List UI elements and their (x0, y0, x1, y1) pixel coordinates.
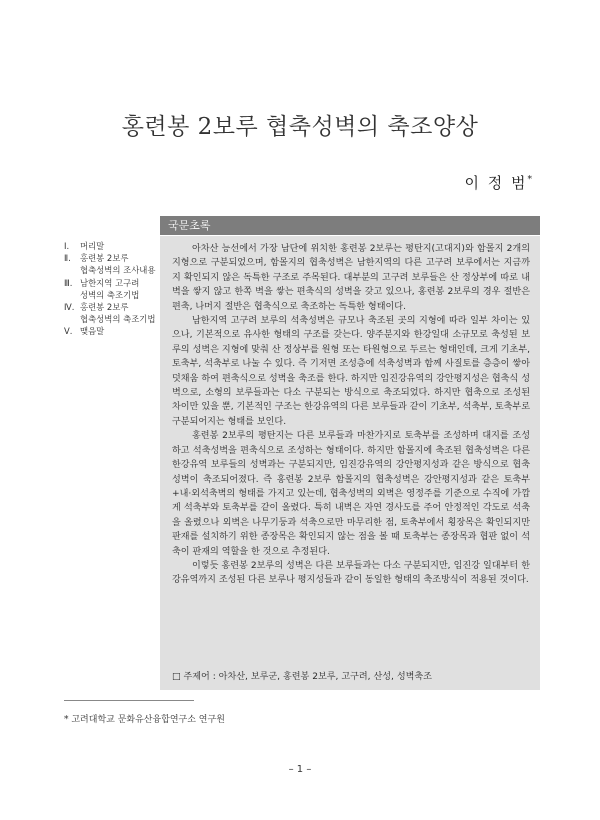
abstract-paragraph: 남한지역 고구려 보루의 석축성벽은 규모나 축조된 곳의 지형에 따라 일부 차이는 있으나, 기본적으로 유사한 형태의 구조를 갖는다. 양주분지와 한강일대 소규모로 축성된 보루의 성벽은 지형에 맞춰 산 정상부를 원형 또는 타원형으로 두르는 형태인데, 크게 기초부, 토축부, 석축부로 나눌 수 있다. 즉 기저면 조성층에 석축성벽과 함께 사질토를 층층이 쌓아 덧채움 하여 편축식으로 성벽을 축조를 한다. 하지만 임진강유역의 강안평지성은 협축식 성벽으로, 소형의 보루들과는 다소 구분되는 방식으로 축조되었다. 하지만 협축으로 조성된 차이만 있을 뿐, 기본적인 구조는 한강유역의 다른 보루들과 같이 기초부, 석축부, 토축부로 구분되어지는 형태를 보인다. (172, 316, 530, 427)
abstract-paragraph: 아차산 능선에서 가장 남단에 위치한 홍련봉 2보루는 평탄지(고대지)와 함몰지 2개의 지형으로 구분되었으며, 함몰지의 협축성벽은 남한지역의 다른 고구려 보루에서는 지금까지 확인되지 않은 독특한 구조로 주목된다. 대부분의 고구려 보루들은 산 정상부에 따로 내벽을 쌓지 않고 한쪽 벽을 쌓는 편축식의 성벽을 갖고 있으나, 홍련봉 2보루의 경우 절반은 편축, 나머지 절반은 협축식으로 축조하는 독특한 형태이다. (172, 244, 530, 312)
toc-num: Ⅳ. (64, 302, 75, 313)
toc-item-5[interactable] (64, 325, 159, 337)
toc-item-3-cont (64, 289, 159, 301)
toc-label: 홍련봉 2보루 (80, 253, 129, 264)
toc-num: Ⅱ. (64, 253, 71, 264)
abstract-paragraph: 이렇듯 홍련봉 2보루의 성벽은 다른 보루들과는 다소 구분되지만, 임진강 일대부터 한강유역까지 조성된 다른 보루나 평지성들과 같이 동일한 형태의 축조방식이 적용된 것이다. (172, 560, 530, 586)
toc-num: Ⅴ. (64, 326, 73, 337)
toc-item-2[interactable] (64, 252, 159, 264)
abstract-paragraph: 홍련봉 2보루의 평탄지는 다른 보루들과 마찬가지로 토축부를 조성하며 대지를 조성하고 석축성벽을 편축식으로 조성하는 형태이다. 하지만 함몰지에 축조된 협축성벽은 다른 한강유역 보루들의 성벽과는 구분되지만, 임진강유역의 강안평지성과 같은 방식으로 협축성벽이 축조되어졌다. 즉 홍련봉 2보루 함몰지의 협축성벽은 강안평지성과 같은 토축부+내·외석축벽의 형태를 가지고 있는데, 협축성벽의 외벽은 영정주를 기준으로 수직에 가깝게 석축부와 토축부를 같이 올렸다. 특히 내벽은 자연 경사도를 주어 안정적인 각도로 석축을 올렸으나 외벽은 나무기둥과 석축으로만 마무리한 점, 토축부에서 횡장목은 확인되지만 판재를 설치하기 위한 종장목은 확인되지 않는 점을 볼 때 토축부는 종장목과 협판 없이 석축이 판재의 역할을 한 것으로 추정된다. (172, 431, 530, 557)
toc-item-4[interactable] (64, 301, 159, 313)
abstract-heading: 국문초록 (160, 216, 540, 235)
toc-label: 머리말 (80, 241, 105, 251)
toc-item-4-cont (64, 313, 159, 325)
author-footnote: * 고려대학교 문화유산융합연구소 연구원 (64, 715, 225, 725)
table-of-contents (64, 240, 159, 338)
toc-label: 홍련봉 2보루 (80, 302, 129, 313)
toc-label: 맺음말 (80, 326, 105, 337)
page-number: – 1 – (288, 764, 312, 775)
abstract-box (160, 236, 540, 690)
footnote-divider (64, 700, 194, 701)
paper-title: 홍련봉 2보루 협축성벽의 축조양상 (121, 114, 479, 140)
toc-label: 남한지역 고구려 (80, 277, 140, 288)
toc-num: Ⅰ. (64, 241, 70, 251)
toc-label: 성벽의 축조기법 (80, 289, 140, 300)
toc-num: Ⅲ. (64, 277, 73, 288)
author-name (464, 172, 532, 193)
toc-item-2-cont (64, 264, 159, 276)
author-footnote-mark: * (527, 175, 532, 185)
toc-label: 협축성벽의 축조기법 (80, 314, 156, 325)
toc-label: 협축성벽의 조사내용 (80, 265, 156, 276)
toc-item-3[interactable] (64, 277, 159, 289)
toc-item-1[interactable] (64, 240, 159, 252)
author-name-text: 이 정 범 (464, 174, 528, 192)
keywords: □ 주제어 : 아차산, 보루군, 홍련봉 2보루, 고구려, 산성, 성벽축조 (172, 672, 432, 682)
